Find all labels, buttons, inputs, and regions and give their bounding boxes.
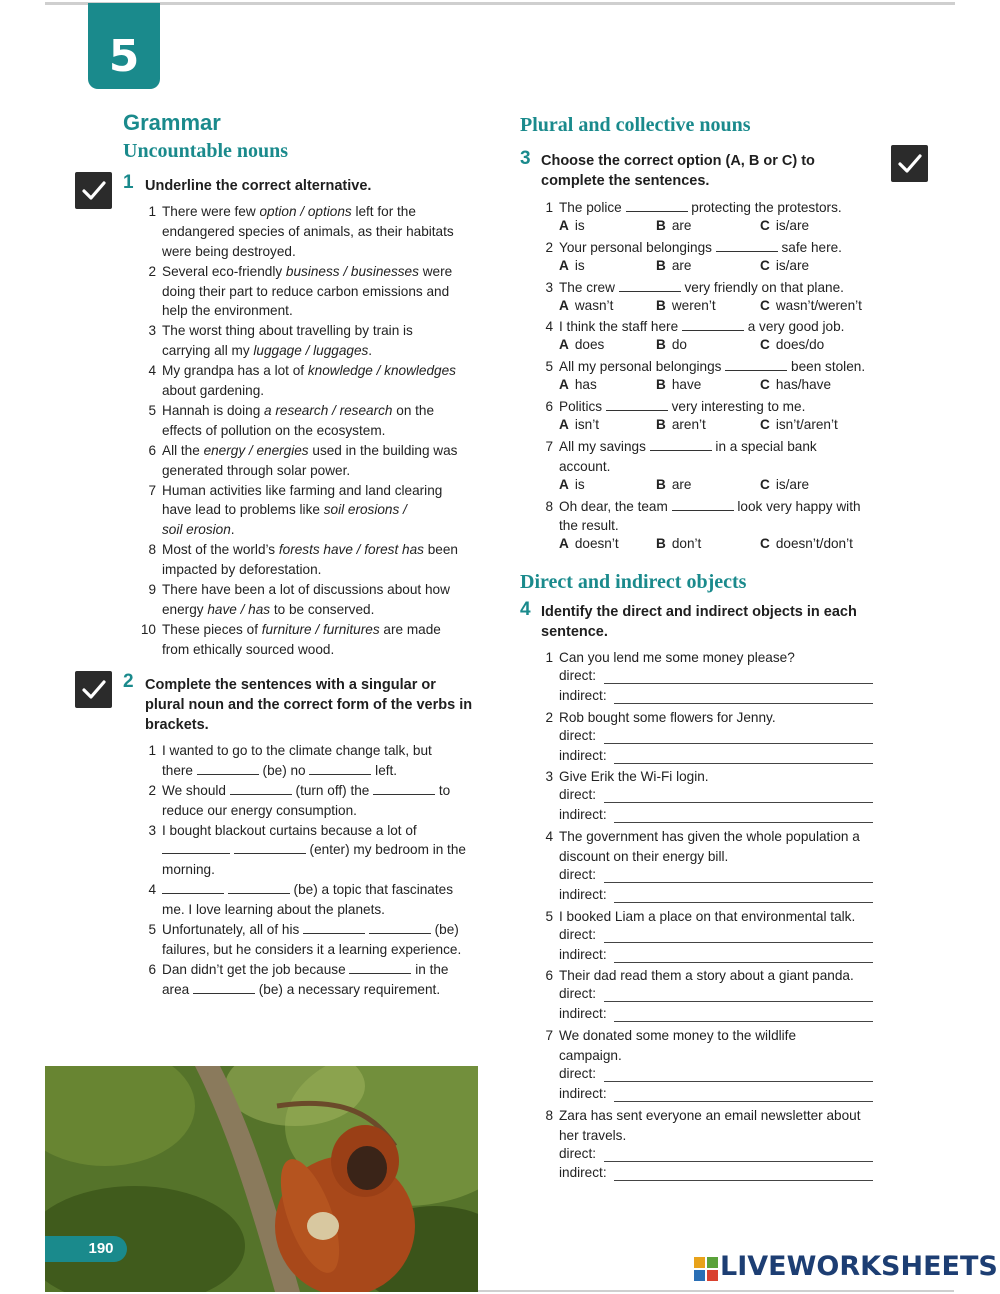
item-text: Unfortunately, all of his (be): [162, 922, 459, 938]
item-text: I bought blackout curtains because a lot of: [162, 822, 417, 838]
answer-blank[interactable]: [619, 280, 681, 292]
item-text: were being destroyed.: [162, 243, 296, 259]
option-c[interactable]: C is/are: [760, 476, 810, 492]
indirect-answer-line[interactable]: [614, 1180, 873, 1181]
item-text: (enter) my bedroom in the: [162, 840, 466, 860]
item-number: 2: [545, 239, 553, 255]
item-number: 3: [148, 822, 156, 838]
option-b[interactable]: B are: [656, 476, 692, 492]
bottom-rule: [478, 1290, 954, 1292]
answer-blank[interactable]: [230, 783, 292, 795]
item-text: All my personal belongings been stolen.: [559, 359, 866, 375]
item-number: 1: [545, 650, 553, 665]
top-rule: [45, 2, 955, 5]
option-b[interactable]: B weren’t: [656, 297, 716, 313]
instruction-line: Complete the sentences with a singular or: [145, 677, 436, 693]
item-text: have lead to problems like soil erosions /: [162, 502, 407, 518]
item-text: The government has given the whole population a: [559, 829, 860, 845]
checkmark-icon: [891, 145, 928, 182]
answer-blank[interactable]: [228, 882, 290, 894]
indirect-answer-line[interactable]: [614, 962, 873, 963]
answer-blank[interactable]: [650, 439, 712, 451]
item-text: Several eco-friendly business / businesses were: [162, 263, 453, 279]
direct-answer-line[interactable]: [604, 942, 873, 943]
instruction-line: brackets.: [145, 717, 209, 733]
item-text: impacted by deforestation.: [162, 562, 322, 578]
item-text: I booked Liam a place on that environmental talk.: [559, 908, 856, 924]
item-text: carrying all my luggage / luggages.: [162, 343, 373, 359]
item-text: Dan didn’t get the job because in the: [162, 961, 449, 977]
indirect-label: indirect:: [559, 1165, 607, 1181]
checkmark-icon: [75, 671, 112, 708]
direct-answer-line[interactable]: [604, 1001, 873, 1002]
item-text: effects of pollution on the ecosystem.: [162, 422, 386, 438]
check-button-ex1[interactable]: [75, 172, 112, 209]
direct-label: direct:: [559, 1145, 597, 1161]
item-number: 4: [545, 319, 553, 335]
item-text: discount on their energy bill.: [559, 848, 729, 864]
item-text: her travels.: [559, 1127, 627, 1143]
item-text: Most of the world’s forests have / forest has been: [162, 542, 458, 558]
direct-label: direct:: [559, 1065, 597, 1081]
indirect-label: indirect:: [559, 886, 607, 902]
option-c[interactable]: C wasn’t/weren’t: [760, 297, 862, 313]
indirect-label: indirect:: [559, 747, 607, 763]
option-a[interactable]: A doesn’t: [559, 536, 619, 552]
item-text: Can you lend me some money please?: [559, 650, 795, 665]
option-b[interactable]: B are: [656, 217, 692, 233]
option-a[interactable]: A isn’t: [559, 416, 600, 432]
indirect-answer-line[interactable]: [614, 822, 873, 823]
item-number: 8: [148, 542, 156, 558]
direct-label: direct:: [559, 866, 597, 882]
item-text: Give Erik the Wi-Fi login.: [559, 769, 709, 785]
item-number: 7: [545, 438, 553, 454]
direct-label: direct:: [559, 926, 597, 942]
page-number-badge: 190: [45, 1236, 127, 1262]
answer-blank[interactable]: [162, 842, 230, 854]
answer-blank[interactable]: [626, 200, 688, 212]
item-number: 5: [148, 922, 156, 938]
section-title-plural: Plural and collective nouns: [520, 114, 751, 136]
direct-label: direct:: [559, 787, 597, 803]
direct-answer-line[interactable]: [604, 882, 873, 883]
answer-blank[interactable]: [369, 922, 431, 934]
section-title-objects: Direct and indirect objects: [520, 571, 747, 593]
option-a[interactable]: A is: [559, 257, 585, 273]
direct-answer-line[interactable]: [604, 802, 873, 803]
item-number: 8: [545, 498, 553, 514]
item-number: 4: [148, 882, 156, 898]
indirect-label: indirect:: [559, 807, 607, 823]
item-number: 10: [140, 621, 156, 637]
direct-answer-line[interactable]: [604, 743, 873, 744]
option-c[interactable]: C isn’t/aren’t: [760, 416, 838, 432]
option-b[interactable]: B aren’t: [656, 416, 706, 432]
exercise-number: 1: [123, 172, 134, 193]
item-number: 3: [545, 279, 553, 295]
item-text: about gardening.: [162, 383, 265, 399]
item-text: My grandpa has a lot of knowledge / knowledges: [162, 363, 456, 379]
item-number: 6: [148, 442, 156, 458]
indirect-label: indirect:: [559, 1006, 607, 1022]
item-text: There have been a lot of discussions about how: [162, 582, 450, 598]
item-number: 3: [545, 769, 553, 785]
item-text: (be) a topic that fascinates: [162, 880, 453, 900]
answer-blank[interactable]: [162, 882, 224, 894]
option-a[interactable]: A does: [559, 337, 605, 353]
item-text: me. I love learning about the planets.: [162, 902, 385, 918]
item-text: there (be) no left.: [162, 762, 398, 778]
instruction-line: plural noun and the correct form of the verbs in: [145, 697, 473, 713]
option-c[interactable]: C has/have: [760, 377, 831, 393]
answer-blank[interactable]: [234, 842, 306, 854]
item-text: Human activities like farming and land clearing: [162, 482, 443, 498]
direct-answer-line[interactable]: [604, 1161, 873, 1162]
option-b[interactable]: B have: [656, 377, 702, 393]
item-text: area (be) a necessary requirement.: [162, 981, 441, 997]
item-text: Politics very interesting to me.: [559, 399, 806, 414]
item-number: 2: [545, 709, 553, 725]
item-text: Rob bought some flowers for Jenny.: [559, 709, 776, 725]
item-text: morning.: [162, 862, 215, 878]
answer-blank[interactable]: [716, 240, 778, 252]
item-text: There were few option / options left for the: [162, 204, 416, 219]
exercise-number: 3: [520, 148, 531, 169]
indirect-label: indirect:: [559, 687, 607, 703]
option-b[interactable]: B do: [656, 337, 687, 353]
option-c[interactable]: C is/are: [760, 257, 810, 273]
answer-blank[interactable]: [373, 783, 435, 795]
item-number: 5: [545, 359, 553, 375]
option-a[interactable]: A is: [559, 217, 585, 233]
indirect-answer-line[interactable]: [614, 763, 873, 764]
item-text: These pieces of furniture / furnitures are made: [162, 621, 441, 637]
answer-blank[interactable]: [606, 399, 668, 411]
item-text: energy have / has to be conserved.: [162, 601, 375, 617]
item-text: Hannah is doing a research / research on the: [162, 403, 435, 418]
indirect-answer-line[interactable]: [614, 902, 873, 903]
item-text: All the energy / energies used in the building was: [162, 442, 458, 458]
instruction-line: complete the sentences.: [541, 173, 710, 189]
answer-blank[interactable]: [349, 962, 411, 974]
item-text: Their dad read them a story about a giant panda.: [559, 968, 854, 984]
item-text: soil erosion.: [162, 522, 235, 538]
item-text: help the environment.: [162, 303, 293, 319]
exercise-instruction: Underline the correct alternative.: [145, 178, 372, 194]
item-number: 1: [545, 200, 553, 215]
item-text: The crew very friendly on that plane.: [559, 279, 844, 295]
answer-blank[interactable]: [672, 499, 734, 511]
indirect-answer-line[interactable]: [614, 703, 873, 704]
item-text: generated through solar power.: [162, 462, 351, 478]
item-text: We donated some money to the wildlife: [559, 1028, 797, 1044]
item-number: 6: [545, 968, 553, 984]
exercise-number: 2: [123, 671, 134, 692]
item-text: from ethically sourced wood.: [162, 641, 335, 657]
answer-blank[interactable]: [309, 763, 371, 775]
option-a[interactable]: A has: [559, 377, 597, 393]
item-text: I think the staff here a very good job.: [559, 319, 845, 335]
answer-blank[interactable]: [682, 319, 744, 331]
option-c[interactable]: C is/are: [760, 217, 810, 233]
answer-blank[interactable]: [193, 982, 255, 994]
item-number: 6: [545, 399, 553, 414]
section-title-grammar: Grammar: [123, 110, 221, 135]
direct-label: direct:: [559, 986, 597, 1002]
item-number: 3: [148, 323, 156, 339]
subsection-title-uncountable: Uncountable nouns: [123, 140, 289, 162]
instruction-line: Identify the direct and indirect objects in each: [541, 604, 857, 620]
direct-answer-line[interactable]: [604, 1081, 873, 1082]
direct-label: direct:: [559, 667, 597, 683]
liveworksheets-logo-icon: [694, 1257, 718, 1281]
item-number: 9: [148, 582, 156, 598]
item-text: All my savings in a special bank: [559, 438, 817, 454]
item-text: campaign.: [559, 1047, 622, 1063]
item-number: 2: [148, 782, 156, 798]
answer-blank[interactable]: [197, 763, 259, 775]
item-number: 5: [148, 403, 156, 418]
item-text: Zara has sent everyone an email newsletter about: [559, 1107, 861, 1123]
liveworksheets-brand: LIVEWORKSHEETS: [720, 1251, 998, 1282]
item-text: I wanted to go to the climate change talk, but: [162, 743, 432, 758]
item-text: account.: [559, 458, 611, 474]
option-b[interactable]: B don’t: [656, 536, 702, 552]
option-b[interactable]: B are: [656, 257, 692, 273]
item-number: 8: [545, 1107, 553, 1123]
item-text: The worst thing about travelling by train is: [162, 323, 413, 339]
item-text: endangered species of animals, as their habitats: [162, 223, 454, 239]
item-number: 1: [148, 204, 156, 219]
item-text: reduce our energy consumption.: [162, 802, 357, 818]
instruction-line: Choose the correct option (A, B or C) to: [541, 153, 815, 169]
check-button-ex2[interactable]: [75, 671, 112, 708]
item-text: We should (turn off) the to: [162, 782, 451, 798]
item-text: the result.: [559, 518, 619, 534]
answer-blank[interactable]: [725, 359, 787, 371]
instruction-line: sentence.: [541, 624, 608, 640]
exercise-number: 4: [520, 599, 531, 620]
check-button-ex3[interactable]: [891, 145, 928, 182]
item-number: 7: [545, 1028, 553, 1044]
option-a[interactable]: A wasn’t: [559, 297, 614, 313]
item-text: The police protecting the protestors.: [559, 200, 842, 215]
indirect-answer-line[interactable]: [614, 1101, 873, 1102]
item-text: doing their part to reduce carbon emissions and: [162, 283, 450, 299]
option-c[interactable]: C doesn’t/don’t: [760, 536, 853, 552]
direct-label: direct:: [559, 727, 597, 743]
item-text: failures, but he considers it a learning experience.: [162, 941, 462, 957]
direct-answer-line[interactable]: [604, 683, 873, 684]
answer-blank[interactable]: [303, 922, 365, 934]
checkmark-icon: [75, 172, 112, 209]
option-c[interactable]: C does/do: [760, 337, 825, 353]
item-number: 7: [148, 482, 156, 498]
item-number: 6: [148, 961, 156, 977]
unit-number-tab: 5: [88, 3, 160, 89]
indirect-label: indirect:: [559, 946, 607, 962]
item-number: 2: [148, 263, 156, 279]
item-text: Your personal belongings safe here.: [559, 239, 842, 255]
item-number: 1: [148, 743, 156, 758]
item-number: 5: [545, 908, 553, 924]
option-a[interactable]: A is: [559, 476, 585, 492]
indirect-label: indirect:: [559, 1085, 607, 1101]
item-number: 4: [545, 829, 553, 845]
item-number: 4: [148, 363, 156, 379]
item-text: Oh dear, the team look very happy with: [559, 498, 861, 514]
indirect-answer-line[interactable]: [614, 1021, 873, 1022]
